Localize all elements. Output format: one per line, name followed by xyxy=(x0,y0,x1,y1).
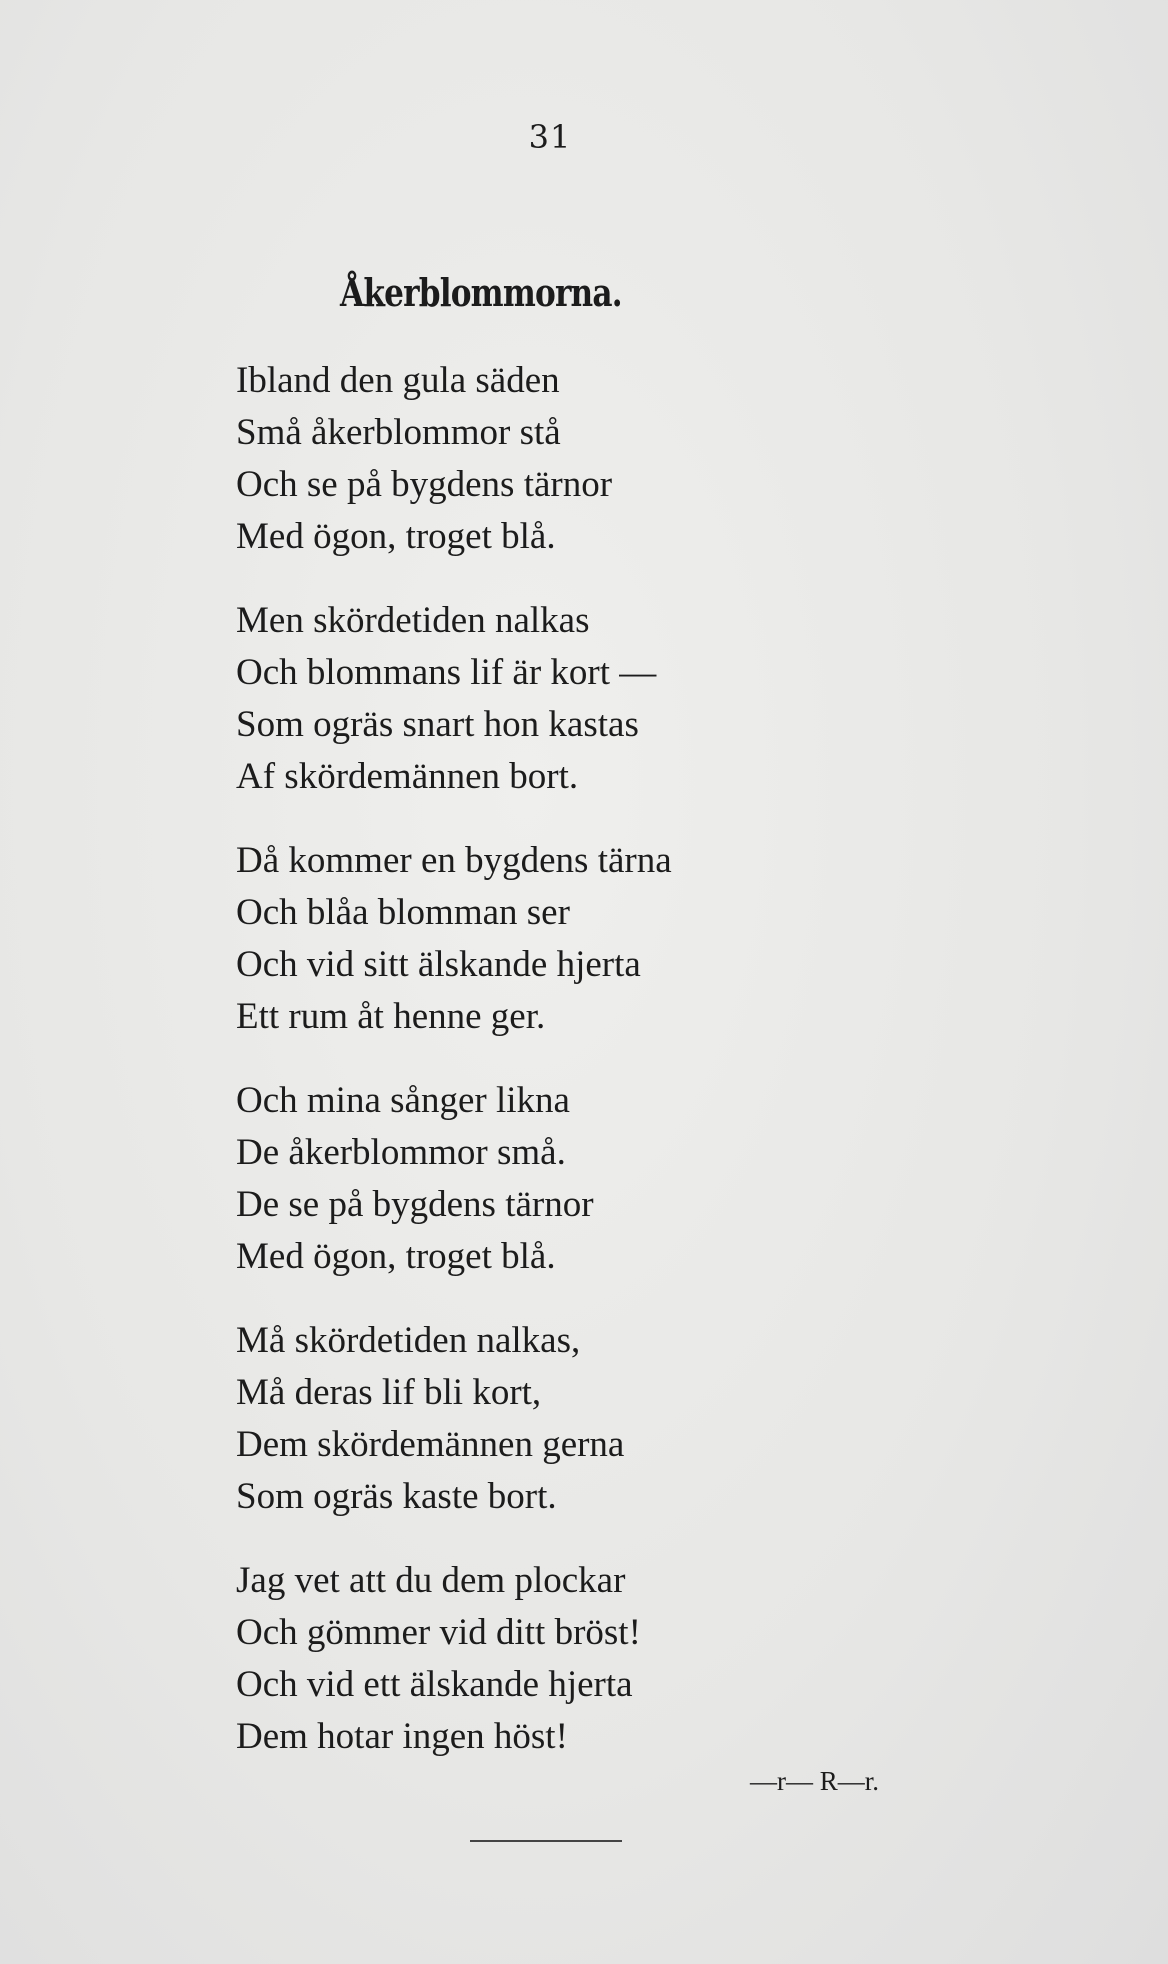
author-signature: —r— R—r. xyxy=(750,1766,880,1796)
poem-line: Som ogräs kaste bort. xyxy=(236,1476,557,1517)
stanza-3 xyxy=(236,835,836,1043)
poem-line: Må deras lif bli kort, xyxy=(236,1372,542,1413)
poem-line: Då kommer en bygdens tärna xyxy=(236,840,672,881)
poem-line: Af skördemännen bort. xyxy=(236,756,579,797)
poem-line: De se på bygdens tärnor xyxy=(236,1184,594,1225)
poem-line: Som ogräs snart hon kastas xyxy=(236,704,639,745)
divider-rule xyxy=(470,1840,622,1842)
poem-line: Ett rum åt henne ger. xyxy=(236,996,546,1037)
poem-line: Och blåa blomman ser xyxy=(236,892,570,933)
poem-title: Åkerblommorna. xyxy=(340,270,622,315)
poem-line: Och gömmer vid ditt bröst! xyxy=(236,1612,641,1653)
poem-line: Små åkerblommor stå xyxy=(236,412,561,453)
stanza-2 xyxy=(236,595,836,803)
stanza-1 xyxy=(236,355,836,563)
poem-line: Ibland den gula säden xyxy=(236,360,560,401)
poem-line: Må skördetiden nalkas, xyxy=(236,1320,581,1361)
stanza-4 xyxy=(236,1075,836,1283)
poem-line: Dem hotar ingen höst! xyxy=(236,1716,568,1757)
poem-line: Med ögon, troget blå. xyxy=(236,1236,556,1277)
poem-line: De åkerblommor små. xyxy=(236,1132,566,1173)
poem-line: Dem skördemännen gerna xyxy=(236,1424,625,1465)
poem-body xyxy=(236,355,836,1795)
poem-line: Och vid sitt älskande hjerta xyxy=(236,944,641,985)
stanza-5 xyxy=(236,1315,836,1523)
poem-line: Med ögon, troget blå. xyxy=(236,516,556,557)
stanza-6 xyxy=(236,1555,836,1763)
poem-line: Och blommans lif är kort — xyxy=(236,652,657,693)
poem-line: Och se på bygdens tärnor xyxy=(236,464,613,505)
page-number: 31 xyxy=(528,118,572,156)
poem-line: Men skördetiden nalkas xyxy=(236,600,590,641)
poem-line: Och vid ett älskande hjerta xyxy=(236,1664,633,1705)
poem-line: Jag vet att du dem plockar xyxy=(236,1560,626,1601)
poem-line: Och mina sånger likna xyxy=(236,1080,570,1121)
